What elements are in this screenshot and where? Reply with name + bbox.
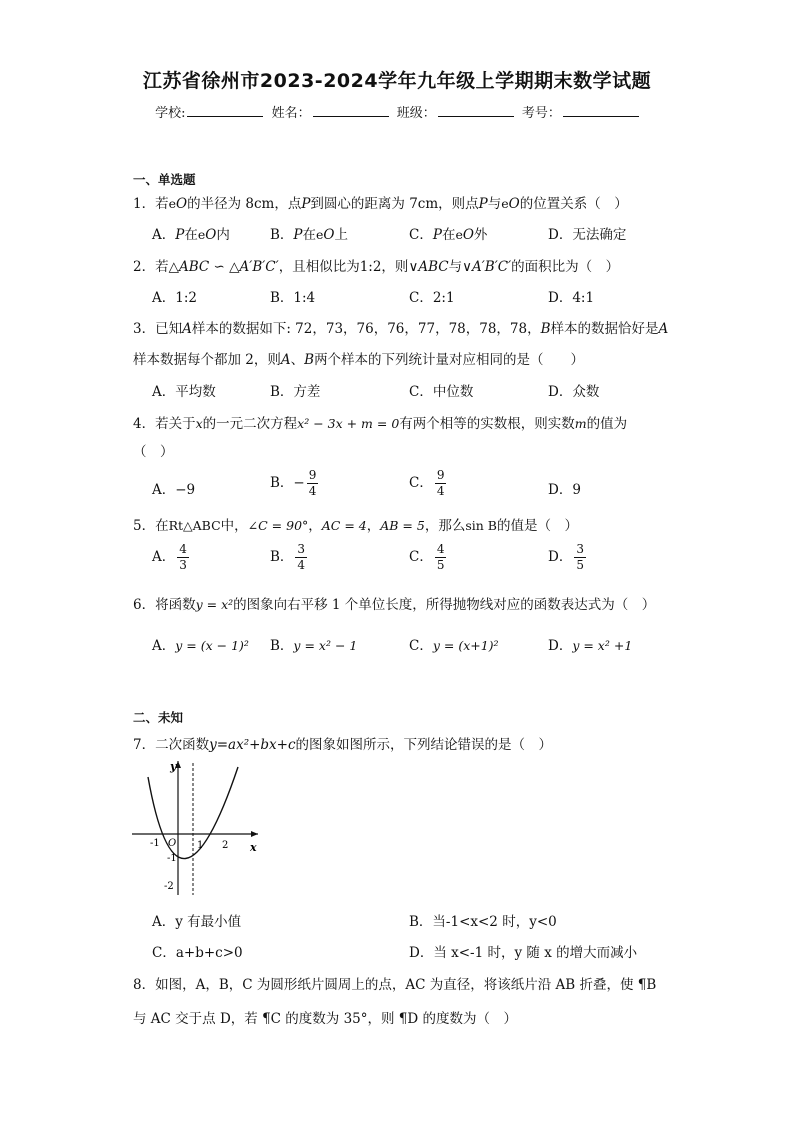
x-axis-label: x (250, 841, 257, 854)
origin-label: O (168, 838, 177, 849)
tick-label-y-neg1: -1 (167, 853, 177, 864)
question-1: 1．若eO的半径为 8cm，点P到圆心的距离为 7cm，则点P与eO的位置关系（ ） (133, 196, 628, 212)
number-label: 考号： (521, 106, 561, 121)
q4-option-c[interactable]: C． $\frac{9}{4}$ (409, 468, 445, 498)
q3-option-d[interactable]: D．众数 (548, 384, 600, 400)
section-heading-unknown: 二、未知 (133, 710, 184, 725)
class-label: 班级： (396, 106, 436, 121)
question-5: 5．在Rt△ABC中，∠C = 90°，AC = 4，AB = 5，那么sin B的值是（ ） (133, 518, 578, 534)
q1-option-b[interactable]: B．P在eO上 (270, 227, 348, 243)
question-3-line-1: 3．已知A样本的数据如下: 72，73，76，76，77，78，78，78，B样本的数据恰好是A (133, 321, 669, 337)
question-8-line-1: 8．如图，A，B，C 为圆形纸片圆周上的点，AC 为直径，将该纸片沿 AB 折叠，使 ¶B (133, 977, 657, 993)
number-blank[interactable] (563, 104, 639, 117)
q4-option-b[interactable]: B．− $\frac{9}{4}$ (270, 468, 317, 498)
question-6: 6．将函数y = x²的图象向右平移 1 个单位长度，所得抛物线对应的函数表达式为（ ） (133, 597, 656, 613)
q5-option-c[interactable]: C． $\frac{4}{5}$ (409, 542, 445, 572)
q2-option-c[interactable]: C．2:1 (409, 290, 455, 306)
question-3-line-2: 样本数据每个都加 2，则A、B两个样本的下列统计量对应相同的是（ ） (133, 352, 585, 368)
q6-option-c[interactable]: C．y = (x+1)² (409, 638, 499, 654)
q7-option-a[interactable]: A．y 有最小值 (152, 914, 242, 930)
q2-option-b[interactable]: B．1:4 (270, 290, 316, 306)
q7-option-c[interactable]: C．a+b+c>0 (152, 945, 243, 961)
tick-label-neg1: -1 (150, 838, 160, 849)
name-label: 姓名： (271, 106, 311, 121)
q5-option-a[interactable]: A． $\frac{4}{3}$ (152, 542, 187, 572)
q6-option-b[interactable]: B．y = x² − 1 (270, 638, 358, 654)
student-info-row (0, 102, 794, 121)
q3-option-b[interactable]: B．方差 (270, 384, 321, 400)
q2-option-d[interactable]: D．4:1 (548, 290, 595, 306)
q1-option-a[interactable]: A．P在eO内 (152, 227, 230, 243)
tick-label-y-neg2: -2 (164, 881, 174, 892)
y-axis-label: y (170, 760, 177, 773)
question-4-line-2: （ ） (133, 444, 174, 460)
school-label: 学校: (155, 106, 186, 121)
question-4-line-1: 4．若关于x的一元二次方程x² − 3x + m = 0有两个相等的实数根，则实数m的值为 (133, 416, 628, 432)
q1-option-c[interactable]: C．P在eO外 (409, 227, 488, 243)
q4-option-a[interactable]: A．−9 (152, 482, 196, 498)
school-blank[interactable] (187, 104, 263, 117)
q3-option-a[interactable]: A．平均数 (152, 384, 216, 400)
q4-equation: x² − 3x + m = 0 (297, 416, 400, 431)
q7-option-d[interactable]: D．当 x<-1 时，y 随 x 的增大而减小 (409, 945, 638, 961)
question-7: 7．二次函数y=ax²+bx+c的图象如图所示，下列结论错误的是（ ） (133, 737, 553, 753)
page-title: 江苏省徐州市2023-2024学年九年级上学期期末数学试题 (142, 70, 652, 92)
section-heading-single-choice: 一、单选题 (133, 172, 196, 187)
q1-option-d[interactable]: D．无法确定 (548, 227, 627, 243)
parabola-graph (130, 757, 262, 897)
q2-option-a[interactable]: A．1:2 (152, 290, 197, 306)
class-blank[interactable] (438, 104, 514, 117)
question-8-line-2: 与 AC 交于点 D，若 ¶C 的度数为 35°，则 ¶D 的度数为（ ） (133, 1011, 517, 1027)
x-axis-arrow (251, 831, 258, 837)
question-2: 2．若△ABC ∽ △A′B′C′，且相似比为1:2，则∨ABC与∨A′B′C′的面积比为（ ） (133, 259, 620, 275)
q6-option-a[interactable]: A．y = (x − 1)² (152, 638, 249, 654)
q4-option-d[interactable]: D．9 (548, 482, 581, 498)
name-blank[interactable] (313, 104, 389, 117)
q5-option-d[interactable]: D． $\frac{3}{5}$ (548, 542, 584, 572)
tick-label-1: 1 (197, 840, 204, 851)
q5-option-b[interactable]: B． $\frac{3}{4}$ (270, 542, 306, 572)
q6-option-d[interactable]: D．y = x² +1 (548, 638, 633, 654)
tick-label-2: 2 (222, 840, 229, 851)
q7-option-b[interactable]: B．当-1<x<2 时，y<0 (409, 914, 557, 930)
q3-option-c[interactable]: C．中位数 (409, 384, 474, 400)
